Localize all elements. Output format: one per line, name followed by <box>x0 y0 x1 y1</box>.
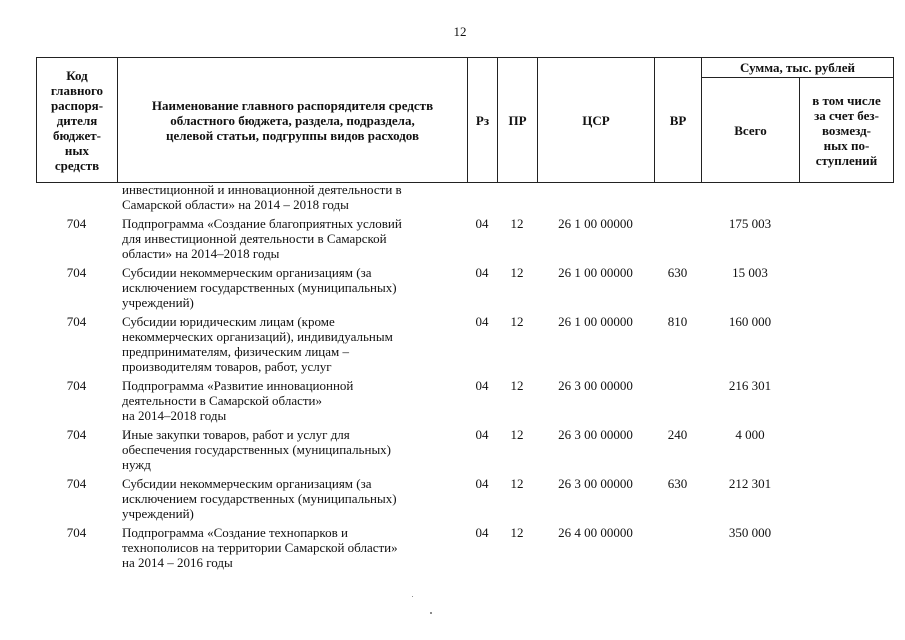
table-row <box>36 374 893 423</box>
cell-vr: 240 <box>667 427 688 442</box>
cell-total: 160 000 <box>728 314 772 329</box>
cell-csr: 26 4 00 00000 <box>558 525 633 540</box>
header-csr: ЦСР <box>538 58 655 183</box>
cell-pr: 12 <box>510 378 524 393</box>
cell-csr: 26 1 00 00000 <box>558 314 633 329</box>
scan-speck <box>412 596 413 597</box>
cell-csr: 26 3 00 00000 <box>558 378 633 393</box>
cell-rz: 04 <box>475 427 489 442</box>
cell-code: 704 <box>66 427 87 442</box>
cell-incl <box>799 472 893 521</box>
cell-incl <box>799 374 893 423</box>
cell-incl <box>799 261 893 310</box>
table-row <box>36 261 893 310</box>
table-row <box>36 472 893 521</box>
cell-rz: 04 <box>475 314 489 329</box>
header-sum: Сумма, тыс. рублей <box>702 58 894 78</box>
page-number: 12 <box>453 24 467 39</box>
cell-csr: 26 1 00 00000 <box>558 265 633 280</box>
header-name: Наименование главного распорядителя средств областного бюджета, раздела, подраздела, целевой статьи, подгруппы видов расходов <box>118 58 468 183</box>
cell-vr <box>654 212 701 261</box>
header-total: Всего <box>702 78 800 183</box>
cell-vr: 630 <box>667 265 688 280</box>
cell-pr: 12 <box>510 525 524 540</box>
cell-code: 704 <box>66 378 87 393</box>
cell-total: 175 003 <box>728 216 772 231</box>
cell-rz: 04 <box>475 216 489 231</box>
cell-csr: 26 1 00 00000 <box>558 216 633 231</box>
cell-rz: 04 <box>475 476 489 491</box>
cell-rz: 04 <box>475 265 489 280</box>
table-row <box>36 423 893 472</box>
cell-code: 704 <box>66 476 87 491</box>
cell-pr: 12 <box>510 427 524 442</box>
cell-name: Подпрограмма «Создание благоприятных условий для инвестиционной деятельности в Самарской области» на 2014–2018 годы <box>122 216 402 261</box>
table-header <box>36 57 894 183</box>
cell-vr <box>654 521 701 570</box>
table-row <box>36 521 893 570</box>
cell-total: 350 000 <box>728 525 772 540</box>
cell-csr: 26 3 00 00000 <box>558 476 633 491</box>
cell-rz: 04 <box>475 378 489 393</box>
cell-name: Субсидии юридическим лицам (кроме некоммерческих организаций), индивидуальным предпринимателям, физическим лицам – производителям товаров, работ, услуг <box>122 314 393 374</box>
table-row <box>36 310 893 374</box>
cell-pr: 12 <box>510 265 524 280</box>
cell-total: 4 000 <box>735 427 765 442</box>
cell-csr: 26 3 00 00000 <box>558 427 633 442</box>
cell-code: 704 <box>66 265 87 280</box>
table-row <box>36 212 893 261</box>
cell-code: 704 <box>66 525 87 540</box>
cell-total: 15 003 <box>732 265 768 280</box>
cell-total: 212 301 <box>728 476 772 491</box>
cell-incl <box>799 521 893 570</box>
cell-incl <box>799 310 893 374</box>
cell-name: Субсидии некоммерческим организациям (за исключением государственных (муниципальных) учреждений) <box>122 265 397 310</box>
continuation-text: инвестиционной и инновационной деятельности в Самарской области» на 2014 – 2018 годы <box>122 182 402 212</box>
cell-name: Субсидии некоммерческим организациям (за исключением государственных (муниципальных) учреждений) <box>122 476 397 521</box>
cell-rz: 04 <box>475 525 489 540</box>
header-pr: ПР <box>498 58 538 183</box>
header-incl: в том числе за счет без- возмезд- ных по- ступлений <box>800 78 894 183</box>
header-code: Код главного распоря- дителя бюджет- ных средств <box>37 58 118 183</box>
cell-pr: 12 <box>510 314 524 329</box>
header-vr: ВР <box>655 58 702 183</box>
header-rz: Рз <box>468 58 498 183</box>
cell-total: 216 301 <box>728 378 772 393</box>
cell-incl <box>799 212 893 261</box>
cell-code: 704 <box>66 216 87 231</box>
cell-name: Иные закупки товаров, работ и услуг для обеспечения государственных (муниципальных) нужд <box>122 427 392 472</box>
cell-vr: 630 <box>667 476 688 491</box>
cell-vr <box>654 374 701 423</box>
cell-code: 704 <box>66 314 87 329</box>
data-table <box>36 182 893 570</box>
scan-speck <box>430 612 432 614</box>
cell-incl <box>799 423 893 472</box>
cell-name: Подпрограмма «Создание технопарков и технополисов на территории Самарской области» на 2014 – 2016 годы <box>122 525 398 570</box>
cell-vr: 810 <box>667 314 688 329</box>
cell-name: Подпрограмма «Развитие инновационной деятельности в Самарской области» на 2014–2018 годы <box>122 378 354 423</box>
cell-pr: 12 <box>510 216 524 231</box>
cell-pr: 12 <box>510 476 524 491</box>
